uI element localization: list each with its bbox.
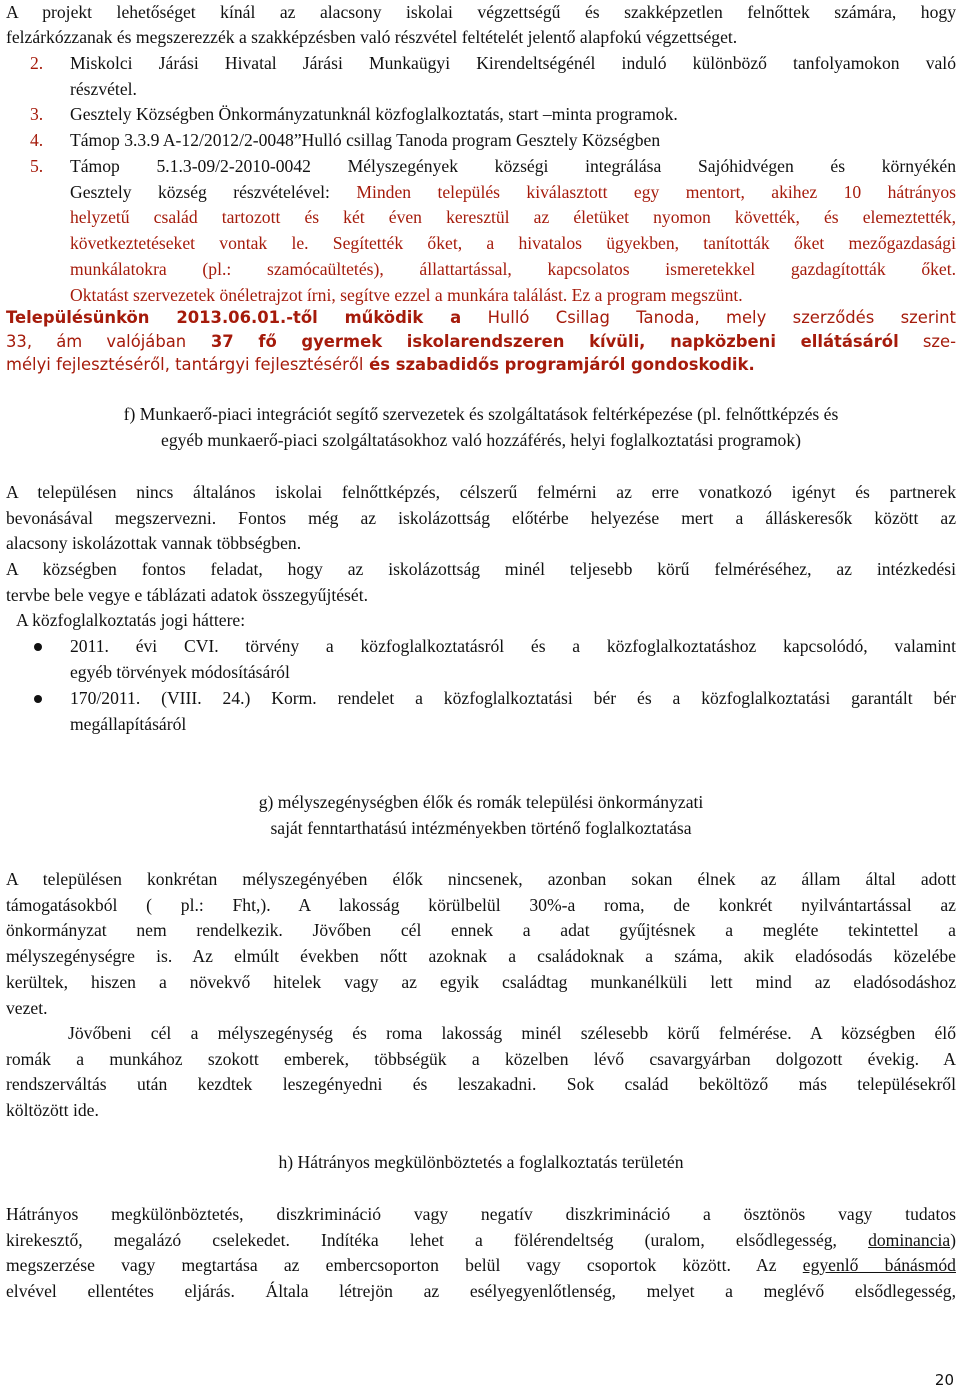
text-span: kirekesztő, megalázó cselekedet. Indítéka lehet a fölérendeltség (uralom, elsődlegesség, — [6, 1229, 837, 1250]
paragraph-line: Hátrányos megkülönböztetés, diszkrimináció vagy negatív diszkrimináció a ösztönös vagy tudatos — [6, 1204, 956, 1224]
tanoda-bold-red: Településünkön 2013.06.01.-től működik a — [6, 308, 462, 327]
paragraph-line: önkormányzat nem rendelkezik. Jövőben cél ennek a adat gyűjtésnek a megléte tekintettel a — [6, 920, 956, 941]
list-number: 4. — [30, 130, 44, 150]
bullet-line: egyéb törvények módosításáról — [70, 661, 290, 682]
item5-red-text: Minden település kiválasztott egy mentort, akihez 10 hátrányos — [329, 181, 956, 202]
section-h-paragraph — [6, 1202, 956, 1305]
paragraph-line: A községben fontos feladat, hogy az iskolázottság minél teljesebb körű felméréséhez, az intézkedési — [6, 559, 956, 579]
paragraph-line: kerültek, hiszen a növekvő hitelek vagy az egyik családtag munkanélküli lett mind az eladósodáshoz — [6, 971, 956, 992]
item5-red-text: következtetéseket vontak le. — [70, 233, 309, 254]
item5-line-5 — [70, 257, 956, 283]
tanoda-red: 33, ám valójában — [6, 331, 187, 351]
section-f-heading-line: egyéb munkaerő-piaci szolgáltatásokhoz való hozzáférés, helyi foglalkoztatási programok) — [161, 429, 801, 450]
item5-red-text: : szamócaültetés), állattartással, kapcsolatos ismeretekkel gazdagították őket. — [226, 258, 957, 279]
section-f-paragraph-1 — [6, 480, 956, 557]
tanoda-line-2 — [6, 330, 956, 354]
item5-red-text: munkálatokra (pl. — [70, 258, 227, 279]
list-item-2 — [30, 51, 956, 102]
paragraph-line: mélyszegénységre is. Az elmúlt években nőtt azoknak a családoknak a száma, akik eladósodás közelébe — [6, 946, 956, 967]
tanoda-red: mélyi fejlesztéséről, tantárgyi fejlesztéséről — [6, 355, 364, 374]
section-h-heading: h) Hátrányos megkülönböztetés a foglalkoztatás területén — [278, 1152, 684, 1172]
text-span: ) — [950, 1229, 956, 1250]
bullet-icon — [34, 643, 42, 651]
paragraph-line: Jövőbeni cél a mélyszegénység és roma lakosság minél szélesebb körű felmérése. A községben élő — [68, 1023, 956, 1043]
intro-line-1: A projekt lehetőséget kínál az alacsony iskolai végzettségű és szakképzetlen felnőttek számára, hogy — [6, 2, 956, 22]
bullet-line: 2011. évi CVI. törvény a közfoglalkoztatásról és a közfoglalkoztatáshoz kapcsolódó, valamint — [70, 636, 956, 656]
section-g-paragraph-2 — [6, 1021, 956, 1124]
paragraph-line: alacsony iskolázottak vannak többségben. — [6, 533, 302, 554]
tanoda-red: sze- — [898, 331, 956, 351]
item5-line-2 — [70, 180, 956, 206]
section-g-paragraph-1 — [6, 867, 956, 1021]
section-g-heading — [6, 790, 956, 841]
dominancia-link[interactable]: dominancia — [868, 1229, 951, 1250]
section-f-paragraph-2 — [6, 557, 956, 608]
paragraph-line: elvével ellentétes eljárás. Általa létrejön az esélyegyenlőtlenség, melyet a meglévő elsődlegesség, — [6, 1281, 956, 1302]
list-item-5 — [30, 154, 956, 308]
bullet-icon — [34, 695, 42, 703]
bullet-line: megállapításáról — [70, 713, 187, 734]
item5-line-4 — [70, 231, 956, 257]
tanoda-line-3 — [6, 353, 956, 377]
bullet-line: 170/2011. (VIII. 24.) Korm. rendelet a közfoglalkoztatási bér és a közfoglalkoztatási garantált bér — [70, 688, 956, 708]
list-item-4 — [30, 128, 956, 154]
tanoda-paragraph — [6, 306, 956, 377]
list-item-text: Támop 3.3.9 A-12/2012/2-0048”Hulló csillag Tanoda program Gesztely Községben — [70, 130, 661, 150]
item5-red-text: Segítették őket, a hivatalos ügyekben, tanították őket mezőgazdasági — [308, 233, 956, 254]
paragraph-line: romák a munkához szokott emberek, többségük a közelben lévő csavargyárban dolgozott évekig. A — [6, 1048, 956, 1069]
item5-line-3: helyzetű család tartozott és két éven keresztül az életüket nyomon követték, és elemeztették, — [70, 207, 956, 228]
paragraph-line: A településen konkrétan mélyszegényében élők nincsenek, azonban sokan élnek az állam által adott — [6, 869, 956, 889]
intro-line-2: felzárkózzanak és megszerezzék a szakképzésben való részvétel feltételét jelentő alapfokú végzettséget. — [6, 27, 738, 47]
section-g-heading-line: g) mélyszegénységben élők és romák települési önkormányzati — [258, 792, 704, 812]
tanoda-red: mely szerződés szerint — [699, 308, 956, 327]
list-item-3 — [30, 102, 956, 128]
egyenlo-banasmod-link[interactable]: egyenlő bánásmód — [802, 1255, 956, 1276]
list-item-text: Gesztely Községben Önkormányzatunknál közfoglalkoztatás, start –minta programok. — [70, 104, 678, 124]
section-f-heading — [6, 402, 956, 453]
tanoda-red: Hulló Csillag Tanoda, — [461, 308, 700, 327]
legal-background-title: A közfoglalkoztatás jogi háttere: — [16, 610, 246, 630]
paragraph-line: költözött ide. — [6, 1100, 99, 1121]
paragraph-line: vezet. — [6, 997, 48, 1018]
list-number: 2. — [30, 53, 44, 73]
paragraph-line: tervbe bele vegye e táblázati adatok összegyűjtését. — [6, 584, 368, 605]
paragraph-line: A településen nincs általános iskolai felnőttképzés, célszerű felmérni az erre vonatkozó igényt és partnerek — [6, 482, 956, 502]
paragraph-line: bevonásával megszervezni. Fontos még az iskolázottság előtérbe helyezése mert a álláskeresők között az — [6, 507, 956, 528]
legal-bullet-1 — [70, 634, 956, 685]
list-item-text: Miskolci Járási Hivatal Járási Munkaügyi Kirendeltségénél induló különböző tanfolyamokon való — [70, 53, 956, 73]
tanoda-bold-red: és szabadidős programjáról gondoskodik. — [363, 355, 755, 374]
list-item-text: részvétel. — [70, 78, 137, 99]
section-g-heading-line: saját fenntarthatású intézményekben történő foglalkoztatása — [270, 817, 692, 838]
tanoda-line-1 — [6, 306, 956, 330]
legal-bullet-2 — [70, 686, 956, 737]
paragraph-line: rendszerváltás után kezdtek leszegényedni és leszakadni. Sok család beköltöző más településekről — [6, 1074, 956, 1095]
item5-line-1: Támop 5.1.3-09/2-2010-0042 Mélyszegények községi integrálása Sajóhidvégen és környékén — [70, 156, 956, 176]
paragraph-line — [6, 1228, 956, 1254]
text-span: megszerzése vagy megtartása az embercsoporton belül vagy csoportok között. Az — [6, 1255, 777, 1276]
paragraph-line: támogatásokból ( pl.: Fht,). A lakosság körülbelül 30%-a roma, de konkrét nyilvántartással az — [6, 894, 956, 915]
page-number: 20 — [934, 1371, 954, 1389]
item5-line-6: Oktatást szervezetek önéletrajzot írni, segítve ezzel a munkára találást. Ez a program megszünt. — [70, 284, 743, 305]
tanoda-bold-red: 37 fő gyermek iskolarendszeren kívüli, napközbeni ellátásáról — [186, 331, 899, 351]
item5-text: Gesztely község részvételével: — [70, 181, 330, 202]
list-number: 5. — [30, 156, 44, 176]
section-f-heading-line: f) Munkaerő-piaci integrációt segítő szervezetek és szolgáltatások feltérképezése (pl. felnőttképzés és — [123, 404, 839, 424]
paragraph-line — [6, 1253, 956, 1279]
list-number: 3. — [30, 104, 44, 124]
